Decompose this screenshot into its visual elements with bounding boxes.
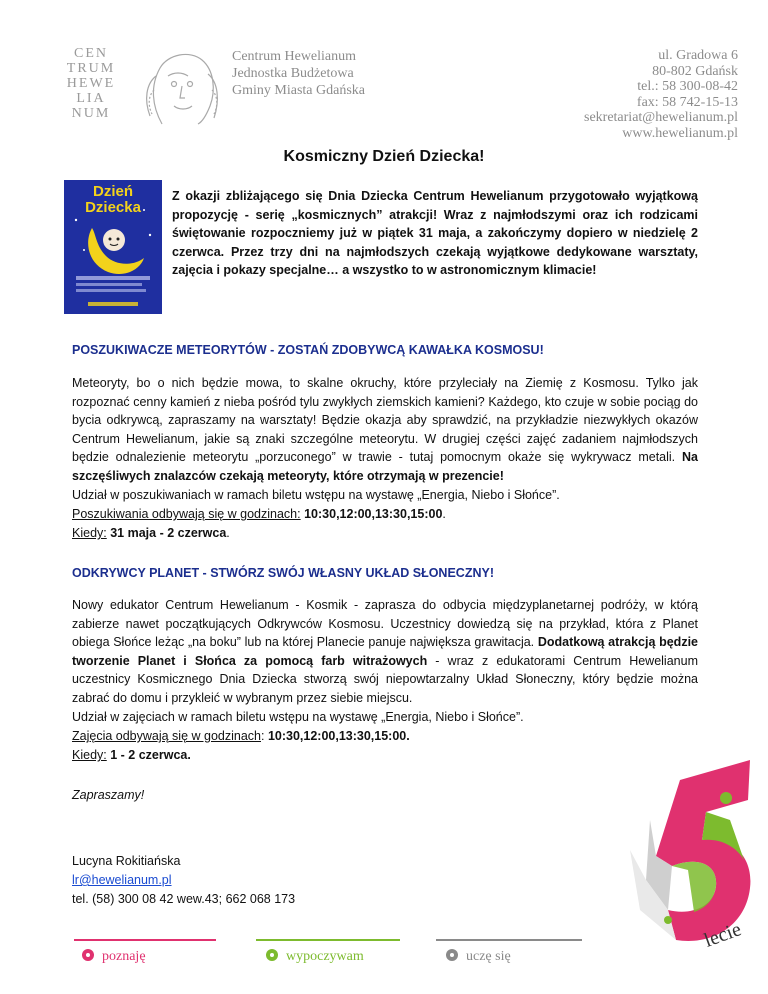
address-street: ul. Gradowa 6	[658, 48, 738, 63]
poster-title-line: Dzień	[92, 183, 133, 200]
dates-row	[72, 746, 191, 765]
footer-item-label: uczę się	[466, 949, 511, 964]
organization-info	[232, 48, 365, 99]
section-body-planets	[72, 596, 698, 708]
address-city: 80-802 Gdańsk	[652, 63, 738, 79]
participation-note: Udział w poszukiwaniach w ramach biletu wstępu na wystawę „Energia, Niebo i Słońce”.	[72, 488, 560, 502]
bullet-icon	[82, 949, 94, 961]
logo-wordmark	[52, 46, 130, 121]
hours-row: Poszukiwania odbywają się w godzinach: 10:30,12:00,13:30,15:00.	[72, 507, 446, 521]
dates-label: Kiedy:	[72, 748, 107, 762]
footer-divider	[436, 939, 582, 941]
page-title: Kosmiczny Dzień Dziecka!	[283, 148, 485, 165]
hours-row: Zajęcia odbywają się w godzinach: 10:30,12:00,13:30,15:00.	[72, 729, 410, 743]
dates-value: 31 maja - 2 czerwca	[110, 526, 227, 540]
signature-email-link[interactable]: lr@hewelianum.pl	[72, 873, 172, 887]
signature-name: Lucyna Rokitiańska	[72, 854, 181, 868]
section-heading-planets: ODKRYWCY PLANET - STWÓRZ SWÓJ WŁASNY UKŁAD SŁONECZNY!	[72, 566, 494, 580]
body-highlight: Dodatkową atrakcją będzie tworzenie Planet i Słońca za pomocą farb witrażowych	[72, 635, 698, 668]
dates-label: Kiedy:	[72, 526, 107, 540]
dates-value: 1 - 2 czerwca.	[110, 748, 191, 762]
hewelianum-logo	[52, 46, 232, 126]
org-line: Gminy Miasta Gdańska	[232, 83, 365, 98]
footer-item-wypoczywam[interactable]	[266, 949, 364, 965]
body-highlight: Na szczęśliwych znalazców czekają meteoryty, które otrzymają w prezencie!	[72, 450, 698, 483]
anniversary-badge	[610, 760, 760, 960]
org-line: Jednostka Budżetowa	[232, 66, 354, 81]
footer-item-label: poznaję	[102, 949, 146, 964]
anniversary-word: lecie	[701, 918, 745, 952]
hours-label: Zajęcia odbywają się w godzinach	[72, 729, 261, 743]
poster-title-line: Dziecka	[85, 199, 141, 216]
bullet-icon	[446, 949, 458, 961]
body-text: Meteoryty, bo o nich będzie mowa, to skalne okruchy, które przyleciały na Ziemię z Kosmosu. Tylko jak rozpoznać cenny kamień z nieba pośród tylu zwykłych ziemskich kamieni? Każdego, kto czuje w sobie pociąg do bycia odkrywcą, zapraszamy na warsztaty! Będzie okazja aby sprawdzić, na przykładzie niezwykłych okazów Centrum Hewelianum, jakie są znaki szczególne meteorytu. W drugiej części zajęć zadaniem najmłodszych będzie odnalezienie meteorytu „porzuconego” w trawie - tutaj pomocnym okaże się wykrywacz metali.	[72, 376, 698, 465]
hours-value: 10:30,12:00,13:30,15:00	[304, 507, 443, 521]
footer-item-poznaje[interactable]	[82, 949, 146, 965]
dates-row: Kiedy: 31 maja - 2 czerwca.	[72, 526, 230, 540]
contact-email[interactable]: sekretariat@hewelianum.pl	[584, 110, 738, 125]
intro-paragraph: Z okazji zbliżającego się Dnia Dziecka Centrum Hewelianum przygotowało wyjątkową propozycję - serię „kosmicznych” atrakcji! Wraz z najmłodszymi oraz ich rodzicami świętowanie rozpoczniemy już w piątek 31 maja, a zakończymy dopiero w niedzielę 2 czerwca. Przez trzy dni na najmłodszych czekają wyjątkowe dedykowane warsztaty, zajęcia i pokazy specjalne… a wszystko to w astronomicznym klimacie!	[172, 189, 698, 278]
section-heading-meteorites: POSZUKIWACZE METEORYTÓW - ZOSTAŃ ZDOBYWCĄ KAWAŁKA KOSMOSU!	[72, 343, 544, 357]
footer-divider	[256, 939, 400, 941]
event-poster	[64, 180, 162, 314]
contact-phone: tel.: 58 300-08-42	[637, 79, 738, 94]
contact-info	[584, 48, 738, 141]
bullet-icon	[266, 949, 278, 961]
body-text: Nowy edukator Centrum Hewelianum - Kosmik - zaprasza do odbycia międzyplanetarnej podróży, w którą zabierze nawet początkujących Odkrywców Kosmosu. Uczestnicy dowiedzą się na przykład, która z Planet obiega Słońce leżąc „na boku” lub na której Planecie panuje największa grawitacja.	[72, 598, 698, 650]
logo-line: LIA	[76, 91, 106, 106]
contact-website[interactable]: www.hewelianum.pl	[622, 125, 738, 141]
footer-item-label: wypoczywam	[286, 949, 364, 964]
footer-divider	[74, 939, 216, 941]
signature-phone: tel. (58) 300 08 42 wew.43; 662 068 173	[72, 892, 296, 906]
hevelius-portrait-icon	[132, 46, 224, 126]
section-body-meteorites	[72, 374, 698, 486]
contact-fax: fax: 58 742-15-13	[636, 94, 738, 110]
hours-label: Poszukiwania odbywają się w godzinach:	[72, 507, 301, 521]
logo-line: TRUM	[66, 61, 116, 76]
hours-value: 10:30,12:00,13:30,15:00.	[267, 729, 410, 743]
logo-line: NUM	[71, 106, 111, 121]
org-name: Centrum Hewelianum	[232, 49, 357, 64]
closing-text: Zapraszamy!	[72, 788, 145, 802]
logo-line: HEWE	[66, 76, 116, 91]
logo-line: CEN	[74, 46, 108, 61]
body-text: - wraz z edukatorami Centrum Hewelianum uczestnicy Kosmicznego Dnia Dziecka stworzą swój niepowtarzalny Układ Słoneczny, który będzie można zabrać do domu i przykleić w wybranym przez siebie miejscu.	[72, 653, 698, 705]
footer-item-ucze-sie[interactable]	[446, 949, 511, 965]
poster-title	[64, 184, 162, 216]
participation-note: Udział w zajęciach w ramach biletu wstępu na wystawę „Energia, Niebo i Słońce”.	[72, 710, 524, 724]
